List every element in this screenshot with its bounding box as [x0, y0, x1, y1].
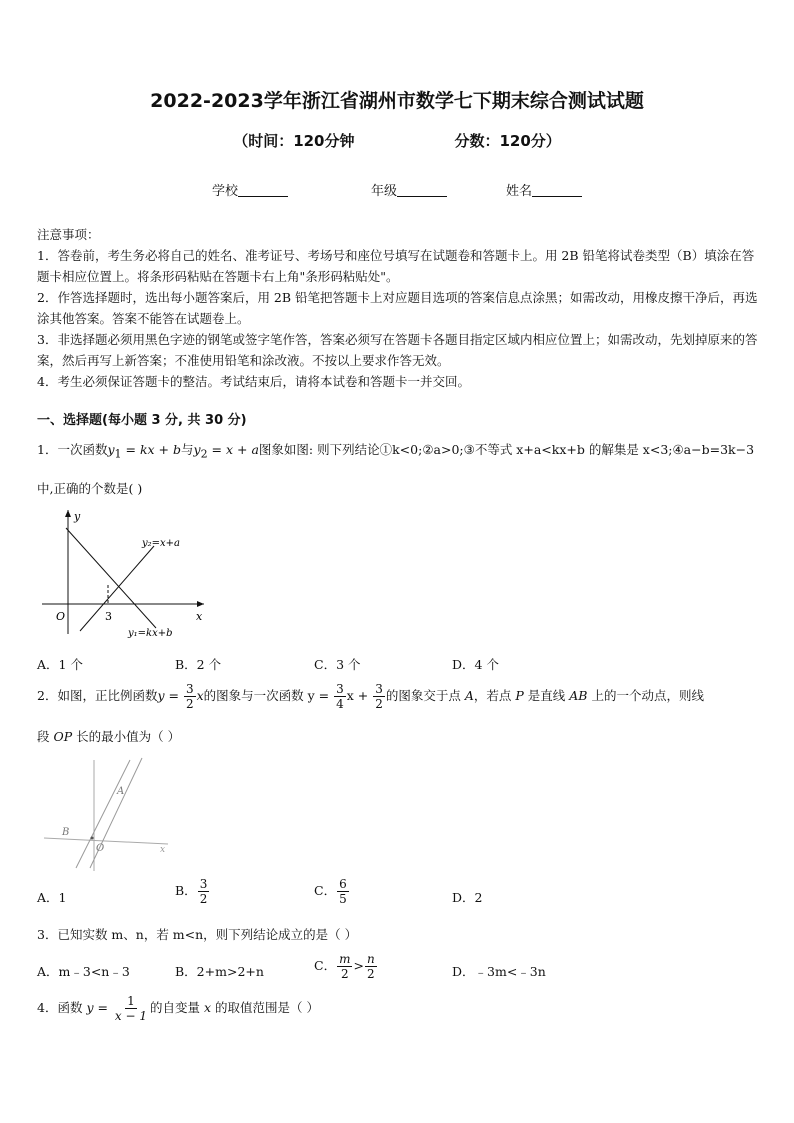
fraction: $\frac{1}{x - 1}$ [114, 994, 148, 1023]
origin-label: O [56, 610, 66, 623]
time-limit: （时间：120分钟 [233, 132, 355, 150]
notes-heading: 注意事项： [37, 227, 100, 242]
fraction: $\frac{3}{2}$ [199, 877, 208, 906]
y2-label: y₂=x+a [142, 538, 181, 549]
q1-option-b[interactable]: B．2 个 [175, 657, 222, 672]
note-item: 3．非选择题必须用黑色字迹的钢笔或签字笔作答，答案必须写在答题卡各题目指定区域内相应位置上；如需改动，先划掉原来的答案，然后再写上新答案；不准使用铅笔和涂改液。不按以上要求作答无效。 [37, 332, 758, 368]
fraction: $\frac{m}{2}$ [339, 952, 351, 981]
q2-option-b[interactable]: B． $\frac{3}{2}$ [175, 877, 208, 906]
exam-notes [37, 224, 759, 392]
note-item: 2．作答选择题时，选出每小题答案后，用 2B 铅笔把答题卡上对应题目选项的答案信息点涂黑；如需改动，用橡皮擦干净后，再选涂其他答案。答案不能答在试题卷上。 [37, 290, 758, 326]
q2-option-a[interactable]: A．1 [37, 890, 67, 905]
fraction: $\frac{6}{5}$ [339, 877, 347, 906]
x-label: x [196, 610, 203, 623]
full-score: 分数：120分） [454, 132, 561, 150]
line-y2 [80, 546, 154, 631]
name-field: 姓名 [506, 180, 582, 199]
q3-option-a[interactable]: A．m﹣3<n﹣3 [37, 964, 130, 979]
q1-option-a[interactable]: A．1 个 [37, 657, 83, 672]
q1-option-d[interactable]: D．4 个 [452, 657, 499, 672]
note-item: 4．考生必须保证答题卡的整洁。考试结束后，请将本试卷和答题卡一并交回。 [37, 374, 470, 389]
exam-meta [0, 130, 794, 151]
label-b: B [62, 827, 70, 838]
q2-option-d[interactable]: D．2 [452, 890, 483, 905]
question-1-stem: 1．一次函数$y_1$ = kx + b与$y_2 = x + a$图象如图: 则下列结论①k<0;②a>0;③不等式 x+a<kx+b 的解集是 x<3;④a−b=3k−3 [37, 442, 755, 461]
question-2-stem-cont: 段 OP 长的最小值为（ ） [37, 729, 181, 744]
y1-label: y₁=kx+b [128, 628, 173, 639]
q3-option-c[interactable]: C． $\frac{m}{2}$ > $\frac{n}{2}$ [314, 952, 375, 981]
point-b [91, 837, 94, 840]
label-x: x [160, 845, 166, 855]
fraction: $\frac{n}{2}$ [366, 952, 375, 981]
fraction: $\frac{3}{4}$ [336, 682, 344, 711]
section-heading: 一、选择题(每小题 3 分, 共 30 分) [37, 413, 247, 428]
note-item: 1．答卷前，考生务必将自己的姓名、准考证号、考场号和座位号填写在试题卷和答题卡上。用 2B 铅笔将试卷类型（B）填涂在答题卡相应位置上。将条形码粘贴在答题卡右上角"条形码粘贴处"。 [37, 248, 755, 284]
grade-field: 年级 [371, 180, 447, 199]
q2-option-c[interactable]: C． $\frac{6}{5}$ [314, 877, 347, 906]
x-axis [44, 838, 168, 844]
label-a: A [117, 786, 125, 797]
q3-option-d[interactable]: D．﹣3m<﹣3n [452, 964, 546, 979]
q2-graph [40, 756, 175, 874]
question-3-stem: 3．已知实数 m、n，若 m<n，则下列结论成立的是（ ） [37, 927, 358, 942]
y-label: y [74, 510, 81, 523]
page-title: 2022-2023学年浙江省湖州市数学七下期末综合测试试题 [150, 90, 644, 112]
fraction: $\frac{3}{2}$ [185, 682, 194, 711]
tick-3: 3 [105, 610, 112, 623]
q3-option-b[interactable]: B．2+m>2+n [175, 964, 264, 979]
label-o: O [96, 843, 105, 854]
q1-graph [36, 506, 216, 646]
q1-option-c[interactable]: C．3 个 [314, 657, 361, 672]
fraction: $\frac{3}{2}$ [375, 682, 383, 711]
question-2-stem: 2．如图，正比例函数y = $\frac{3}{2}$ x的图象与一次函数 y = $\frac{3}{4}$ x + $\frac{3}{2}$ 的图象交于点 A，若点 P 是直线 AB 上的一个动点，则线 [37, 682, 704, 711]
question-4-stem: 4．函数 y = $\frac{1}{x - 1}$ 的自变量 x 的取值范围是（ ） [37, 994, 320, 1023]
question-1-stem-cont: 中,正确的个数是( ) [37, 481, 143, 496]
school-field: 学校 [212, 180, 288, 199]
